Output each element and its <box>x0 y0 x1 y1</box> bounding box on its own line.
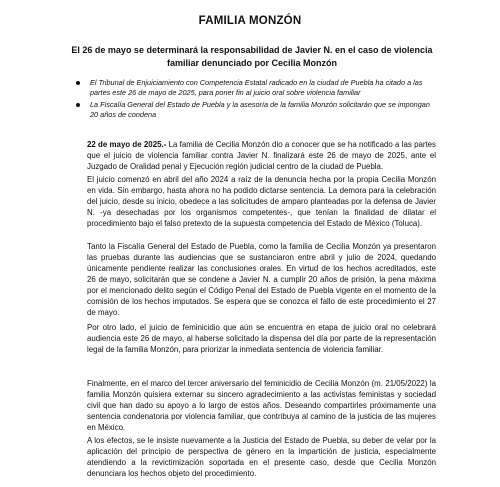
dateline: 22 de mayo de 2025.- <box>87 140 167 149</box>
summary-bullet: La Fiscalía General del Estado de Puebla y la asesoría de la familia Monzón solicitarán que se impongan 20 años de condena <box>90 100 435 119</box>
paragraph-femicide-trial: Por otro lado, el juicio de feminicidio que aún se encuentra en etapa de juicio oral no celebrará audiencia este 26 de mayo, al haberse solicitado la dispensa del día por parte de la representación legal de la familia Monzón, para priorizar la inmediata sentencia de violencia familiar. <box>87 323 436 354</box>
page-title: FAMILIA MONZÓN <box>198 15 302 27</box>
paragraph-anniversary: Finalmente, en el marco del tercer aniversario del feminicidio de Cecilia Monzón (m. 21/05/2022) la familia Monzón quisiera externar su sincero agradecimiento a las activistas feministas y sociedad civil que han dado su apoyo a lo largo de estos años. Deseando compartirles próximamente una sentencia condenatoria por violencia familiar, que contribuya al camino de la justicia de las mujeres en México. <box>87 379 436 432</box>
paragraph-evidence: Tanto la Fiscalía General del Estado de Puebla, como la familia de Cecilia Monzón ya presentaron las pruebas durante las audiencias que se sustanciaron entre abril y julio de 2024, quedando únicamente pendiente realizar las conclusiones orales. En virtud de los hechos acreditados, este 26 de mayo, solicitarán que se condene a Javier N. a cumplir 20 años de prisión, la pena máxima por el mencionado delito según el Código Penal del Estado de Puebla vigente en el momento de la comisión de los hechos imputados. Se espera que se conozca el fallo de este procedimiento el 27 de mayo. <box>87 242 436 317</box>
paragraph-intro-text: La familia de Cecilia Monzón dio a conocer que se ha notificado a las partes que el juicio de violencia familiar contra Javier N. finalizará este 26 de mayo de 2025, ante el Juzgado de Oralidad penal y Ejecución región judicial centro de la ciudad de Puebla. <box>87 140 436 171</box>
paragraph-trial-start: El juicio comenzó en abril del año 2024 a raíz de la denuncia hecha por la propia Cecilia Monzón en vida. Sin embargo, hasta ahora no ha podido dictarse sentencia. La demora para la celebración del juicio, desde su inicio, obedece a las solicitudes de amparo planteadas por la defensa de Javier N. -ya desechadas por los organismos competentes-, que tenían la finalidad de dilatar el procedimiento bajo el falso pretexto de la supuesta competencia del Estado de México (Toluca). <box>87 175 436 228</box>
page-subtitle: El 26 de mayo se determinará la responsabilidad de Javier N. en el caso de violencia familiar denunciado por Cecilia Monzón <box>71 45 433 68</box>
paragraph-intro <box>87 139 436 172</box>
summary-bullet-list <box>90 78 435 122</box>
paragraph-closing: A los efectos, se le insiste nuevamente a la Justicia del Estado de Puebla, su deber de velar por la aplicación del principio de perspectiva de género en la impartición de justicia, especialmente atendiendo a la revictimización soportada en el presente caso, desde que Cecilia Monzón denunciara los hechos objeto del procedimiento. <box>87 436 436 478</box>
summary-bullet: El Tribunal de Enjuiciamiento con Competencia Estatal radicado en la ciudad de Puebla ha citado a las partes este 26 de mayo de 2025, para poner fin al juicio oral sobre violencia familiar <box>90 78 435 97</box>
